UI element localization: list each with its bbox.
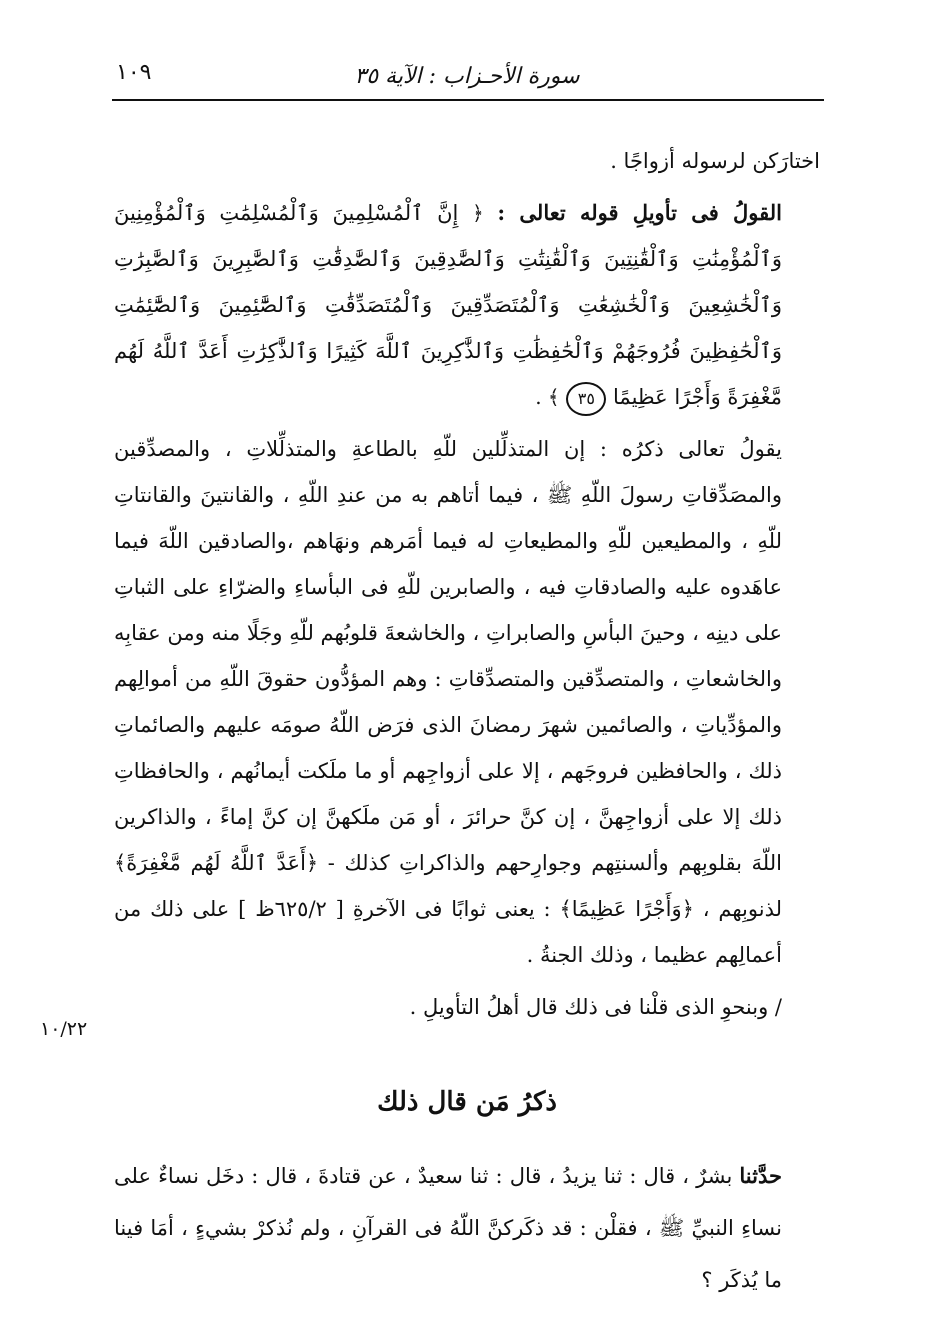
running-head: [112, 56, 822, 96]
brace-open: ﴿: [472, 201, 484, 225]
page-number: ١٠٩: [116, 60, 152, 85]
paragraph-continuation: اختارَكن لرسوله أزواجًا .: [610, 149, 820, 173]
paragraph-verse-heading: [114, 190, 820, 420]
brace-close: ﴾ .: [535, 385, 560, 409]
running-head-text: سورة الأحـزاب : الآية ٣٥: [354, 63, 580, 89]
main-text: [114, 138, 820, 1036]
header-rule: [112, 99, 824, 101]
hadith-paragraph: [114, 1150, 820, 1306]
hadith-text: [114, 1150, 820, 1306]
quran-verse: إِنَّ ٱلْمُسْلِمِينَ وَٱلْمُسْلِمَٰتِ وَٱلْمُؤْمِنِينَ وَٱلْمُؤْمِنَٰتِ وَٱلْقَٰنِتِينَ وَٱلْقَٰنِتَٰتِ وَٱلصَّٰدِقِينَ وَٱلصَّٰدِقَٰتِ وَٱلصَّٰبِرِينَ وَٱلصَّٰبِرَٰتِ وَٱلْخَٰشِعِينَ وَٱلْخَٰشِعَٰتِ وَٱلْمُتَصَدِّقِينَ وَٱلْمُتَصَدِّقَٰتِ وَٱلصَّٰٓئِمِينَ وَٱلصَّٰٓئِمَٰتِ وَٱلْحَٰفِظِينَ فُرُوجَهُمْ وَٱلْحَٰفِظَٰتِ وَٱلذَّٰكِرِينَ ٱللَّهَ كَثِيرًا وَٱلذَّٰكِرَٰتِ أَعَدَّ ٱللَّهُ لَهُم مَّغْفِرَةً وَأَجْرًا عَظِيمًا: [114, 201, 782, 409]
verse-lead: القولُ فى تأويلِ قوله تعالى :: [497, 200, 782, 225]
paragraph-transition: / وبنحوِ الذى قلْنا فى ذلك قال أهلُ التأويلِ .: [409, 995, 782, 1019]
paragraph-commentary: [114, 426, 820, 978]
commentary-text: يقولُ تعالى ذكرُه : إن المتذلِّلين للّهِ بالطاعةِ والمتذلِّلاتِ ، والمصدِّقين والمصَدِّقاتِ رسولَ اللّهِ ﷺ ، فيما أتاهم به من عندِ اللّهِ ، والقانتينَ والقانتاتِ للّهِ ، والمطيعين للّهِ والمطيعاتِ له فيما أمَرهم ونهَاهم ،والصادقين اللّهَ فيما عاهَدوه عليه والصادقاتِ فيه ، والصابرين للّهِ فى البأساءِ والضرّاءِ على الثباتِ على دينِه ، وحينَ البأسِ والصابراتِ ، والخاشعةَ قلوبُهم للّهِ وجَلًا منه ومن عقابِه والخاشعاتِ ، والمتصدِّقين والمتصدِّقاتِ : وهم المؤدُّون حقوقَ اللّهِ من أموالِهم والمؤدِّياتِ ، والصائمين شهرَ رمضانَ الذى فرَض اللّهُ صومَه عليهم والصائماتِ ذلك ، والحافظين فروجَهم ، إلا على أزواجِهم أو ما ملَكت أيمانُهم ، والحافظاتِ ذلك إلا على أزواجِهنَّ ، إن كنَّ حرائرَ ، أو مَن ملَكهنَّ إن كنَّ إماءً ، والذاكرين اللّهَ بقلوبِهم وألسنتِهم وجوارِحهم والذاكراتِ كذلك -: [114, 437, 782, 875]
ayah-number-marker: ٣٥: [566, 382, 606, 416]
margin-reference: ١٠/٢٢: [40, 1018, 88, 1040]
commentary-end: : يعنى ثوابًا فى الآخرةِ [ ٦٢٥/٢ظ ] على ذلك من أعمالِهم عظيما ، وذلك الجنةُ .: [114, 897, 782, 967]
hadith-lead: حدَّثنا: [739, 1163, 782, 1188]
quote-forgiveness: ﴿أَعَدَّ ٱللَّهُ لَهُم مَّغْفِرَةً﴾: [114, 851, 319, 875]
quote-reward: ﴿وَأَجْرًا عَظِيمًا﴾: [559, 897, 694, 921]
commentary-mid: لذنوبِهم ،: [702, 897, 783, 921]
section-title: ذكرُ مَن قال ذلك: [377, 1087, 557, 1117]
hadith-body: بشرٌ ، قال : ثنا يزيدُ ، قال : ثنا سعيدٌ ، عن قتادةَ ، قال : دخَل نساءٌ على نساءِ النبيِّ ﷺ ، فقلْن : قد ذكَركنَّ اللّهُ فى القرآنِ ، ولم نُذكرْ بشيءٍ ، أمَا فينا ما يُذكَر ؟: [114, 1164, 782, 1292]
